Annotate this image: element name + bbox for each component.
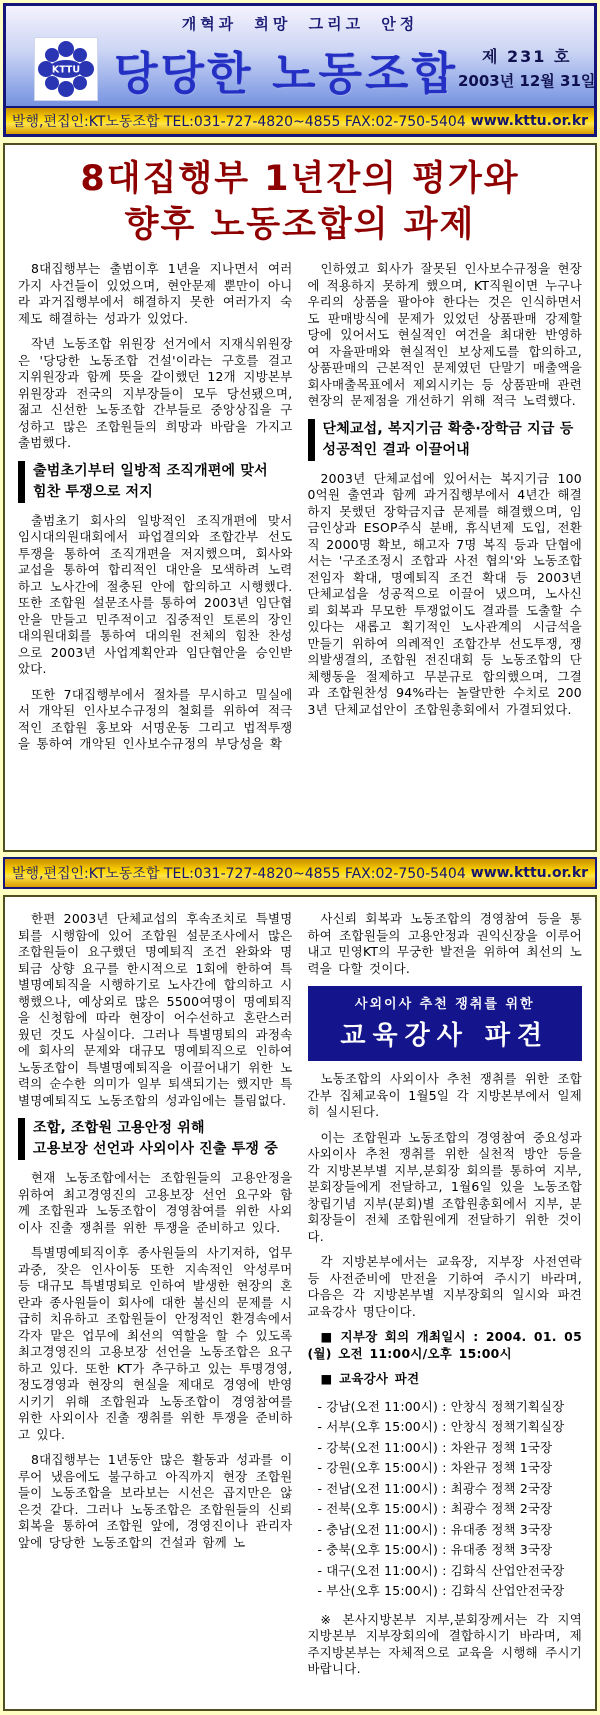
paragraph: 현재 노동조합에서는 조합원들의 고용안정을 위하여 최고경영진의 고용보장 선언 요구와 함께 조합원과 노동조합이 경영참여를 위한 사외이사 진출 쟁취를 위한 투쟁을 준비하고 있다. bbox=[18, 1170, 293, 1235]
kttu-logo bbox=[34, 37, 98, 101]
main-article bbox=[3, 143, 597, 852]
section-heading-bar bbox=[308, 419, 315, 461]
paragraph: 출범초기 회사의 일방적인 조직개편에 맞서 임시대의원대회에서 파업결의와 조합간부 선도투쟁을 통하여 조직개편을 저지했으며, 회사와 교섭을 통하여 합리적인 대안을 모색하려 노력하고 노사간에 절충된 안에 합의하고 시행했다. 또한 조합원 설문조사를 통하여 2003년 임단협안을 만들고 민주적이고 집중적인 토론의 장인 대의원대회를 통하여 대의원 전체의 힘찬 찬성으로 2003년 사업계획안과 임단협안을 승인받았다. bbox=[18, 512, 293, 676]
lecturer-item: - 강남(오전 11:00시) : 안창식 정책기획실장 bbox=[317, 1398, 565, 1414]
lecturer-item: - 서부(오후 15:00시) : 안창식 정책기획실장 bbox=[317, 1419, 565, 1434]
lecturer-item: - 충남(오전 11:00시) : 유대종 정책 3국장 bbox=[317, 1521, 553, 1537]
lecturer-list-heading: ■ 교육강사 파견 bbox=[320, 1371, 420, 1386]
lecturer-item: - 강북(오전 11:00시) : 차완규 정책 1국장 bbox=[317, 1439, 553, 1455]
section-heading-bar bbox=[18, 461, 25, 503]
section-heading-line: 힘찬 투쟁으로 저지 bbox=[33, 483, 153, 500]
section-heading-text bbox=[33, 461, 268, 503]
paragraph: 작년 노동조합 위원장 선거에서 지재식위원장은 '당당한 노동조합 건설'이라는 구호를 걸고 지위원장과 함께 뜻을 같이했던 12개 지방본부위원장과 전국의 지부장들이 모두 당선됐으며, 젊고 신선한 노동조합 간부들로 중앙상집을 구성하고 많은 조합원들의 희망과 바람을 가지고 출범했다. bbox=[18, 336, 293, 450]
education-banner-title: 교육강사 파견 bbox=[340, 1021, 550, 1051]
lecturer-item: - 충북(오후 15:00시) : 유대종 정책 3국장 bbox=[317, 1542, 553, 1557]
paragraph: 또한 7대집행부에서 절차를 무시하고 밀실에서 개악된 인사보수규정의 철회를 위하여 적극적인 조합원 홍보와 서명운동 그리고 법적투쟁을 통하여 개악된 인사보수규정의 부당성을 확 bbox=[18, 686, 293, 751]
section-heading-line: 조합, 조합원 고용안정 위해 bbox=[33, 1120, 205, 1136]
publisher-bar-middle bbox=[5, 859, 595, 887]
main-headline bbox=[18, 157, 582, 248]
kttu-logo-text: KTTU bbox=[51, 64, 81, 76]
section-heading-text bbox=[33, 1118, 278, 1160]
publisher-url: www.kttu.or.kr bbox=[470, 113, 589, 129]
kttu-flower-icon bbox=[37, 40, 95, 98]
masthead bbox=[3, 3, 597, 137]
section-heading-line: 고용보장 선언과 사외이사 진출 투쟁 중 bbox=[33, 1141, 278, 1157]
publisher-bar-middle-frame bbox=[3, 857, 597, 889]
bottom-article-right-column bbox=[308, 911, 583, 1687]
lecturer-list bbox=[308, 1397, 583, 1602]
section-heading-bar bbox=[18, 1118, 25, 1160]
issue-number: 제 231 호 bbox=[481, 46, 572, 66]
section-heading bbox=[18, 1118, 293, 1160]
bottom-article bbox=[3, 895, 597, 1711]
paragraph: 사신뢰 회복과 노동조합의 경영참여 등을 통하여 조합원들의 고용안정과 권익신장을 이루어내고 민영KT의 무궁한 발전을 위하여 최선의 노력을 다할 것이다. bbox=[307, 911, 582, 976]
lecturer-item: - 강원(오후 15:00시) : 차완규 정책 1국장 bbox=[317, 1460, 553, 1475]
main-article-right-column bbox=[308, 261, 583, 762]
newsletter-page bbox=[0, 3, 600, 1715]
bottom-article-left-column bbox=[18, 911, 293, 1687]
issue-date: 2003년 12월 31일 bbox=[457, 71, 596, 90]
paragraph: 8대집행부는 1년동안 많은 활동과 성과를 이루어 냈음에도 불구하고 아직까지 현장 조합원들이 노동조합을 보라보는 시선은 곱지만은 않은것 같다. 그러나 노동조합은 조합원들의 신뢰회복을 통하여 조합원 앞에, 경영진이나 관리자 앞에 당당한 노동조합의 건설과 함께 노 bbox=[18, 1452, 293, 1550]
section-heading-line: 성공적인 결과 이끌어내 bbox=[322, 441, 470, 458]
paragraph: 노동조합의 사외이사 추천 쟁취를 위한 조합간부 집체교육이 1월5일 각 지방본부에서 일제히 실시된다. bbox=[307, 1071, 582, 1119]
publisher-bar-top bbox=[6, 106, 594, 134]
lecturer-item: - 전북(오후 15:00시) : 최광수 정책 2국장 bbox=[317, 1501, 553, 1516]
meeting-schedule-line: ■ 지부장 회의 개최일시 : 2004. 01. 05(월) 오전 11:00시/오후 15:00시 bbox=[307, 1329, 582, 1361]
issue-info bbox=[458, 45, 599, 93]
masthead-slogan: 개혁과 희망 그리고 안정 bbox=[181, 15, 419, 33]
section-heading-text bbox=[323, 419, 574, 461]
masthead-title: 당당한 노동조합 bbox=[114, 46, 458, 100]
paragraph: 한편 2003년 단체교섭의 후속조치로 특별명퇴를 시행함에 있어 조합원 설문조사에서 많은 조합원들이 요구했던 명예퇴직 조건 완화와 명퇴금 상향 요구를 한시적으로 1회에 한하여 특별명예퇴직을 시행하기로 노사간에 합의하고 시행했으나, 예상외로 많은 5500여명이 명예퇴직을 신청함에 따라 현장이 어수선하고 혼란스러웠던 것도 사실이다. 그러나 특별명퇴의 과정속에 회사의 문제와 대규모 명예퇴직으로 인하여 노동조합이 특별명예퇴직을 이끌어내기 위한 노력의 순수한 의미가 일부 퇴색되기는 했지만 특별명예퇴직도 노동조합의 성과임에는 틀림없다. bbox=[18, 911, 293, 1108]
section-heading bbox=[18, 461, 293, 503]
paragraph: 특별명예퇴직이후 종사원들의 사기저하, 업무과중, 잦은 인사이동 또한 지속적인 악성루머 등 대규모 특별명퇴로 인하여 발생한 현장의 혼란과 종사원들이 회사에 대한 불신의 문제를 시급히 치유하고 조합원들이 안정적인 환경속에서 각자 맡은 업무에 최선의 역할을 할 수 있도록 최고경영진의 고용보장 선언을 노동조합은 요구하고 있다. 또한 KT가 추구하고 있는 투명경영, 정도경영과 현장의 현실을 제대로 경영에 반영시키기 위해 조합원과 노동조합이 경영참여를 위한 사외이사 진출 쟁취를 위한 투쟁을 준비하고 있다. bbox=[18, 1245, 293, 1442]
paragraph: 2003년 단체교섭에 있어서는 복지기금 1000억원 출연과 함께 과거집행부에서 4년간 해결하지 못했던 장학금지급 문제를 해결했으며, 임금인상과 ESOP주식 분배, 휴식년제 도입, 전환직 2000명 확보, 해고자 7명 복직 등과 단협에서는 '구조조정시 조합과 사전 협의'와 노동조합 전임자 확대, 명예퇴직 조건 확대 등 2003년 단체교섭을 성공적으로 이끌어 냈으며, 노사신뢰 회복과 무모한 투쟁없이도 결과를 도출할 수 있다는 새롭고 획기적인 노사관계의 시금석을 만들기 위하여 의례적인 조합간부 선도투쟁, 쟁의발생결의, 조합원 전진대회 등 노동조합의 단체행동을 절제하고 무분규로 합의했으며, 그결과 조합원찬성 94%라는 놀랄만한 수치로 2003년 단체교섭안이 조합원총회에서 가결되었다. bbox=[307, 470, 582, 717]
education-banner-subtitle: 사외이사 추천 쟁취를 위한 bbox=[354, 997, 535, 1012]
main-article-left-column bbox=[18, 261, 293, 762]
lecturer-item: - 대구(오전 11:00시) : 김화식 산업안전국장 bbox=[317, 1562, 565, 1578]
paragraph: 8대집행부는 출범이후 1년을 지나면서 여러 가지 사건들이 있었으며, 현안문제 뿐만이 아니라 과거집행부에서 해결하지 못한 여러가지 숙제도 해결하는 성과가 있었다. bbox=[18, 261, 293, 326]
paragraph: 각 지방본부에서는 교육장, 지부장 사전연락 등 사전준비에 만전을 기하여 주시기 바라며, 다음은 각 지방본부별 지부장회의 일시와 파견 교육강사 명단이다. bbox=[307, 1254, 582, 1319]
section-heading-line: 출범초기부터 일방적 조직개편에 맞서 bbox=[33, 462, 268, 479]
main-article-columns bbox=[18, 261, 582, 762]
publisher-url: www.kttu.or.kr bbox=[470, 865, 589, 881]
footnote: ※ 본사지방본부 지부,분회장께서는 각 지역 지방본부 지부장회의에 결합하시기 바라며, 제주지방본부는 자체적으로 교육을 시행해 주시기 바랍니다. bbox=[307, 1611, 582, 1676]
section-heading bbox=[308, 419, 583, 461]
paragraph: 인하였고 회사가 잘못된 인사보수규정을 현장에 적용하지 못하게 했으며, KT직원이면 누구나 우리의 상품을 팔아야 한다는 것은 인식하면서도 판매방식에 문제가 있었던 상품판매 강제할당에 있어서도 현실적인 여건을 최대한 반영하여 자율판매와 현실적인 보상제도를 합의하고, 상품판매의 근본적인 문제였던 단말기 매출액을 회사매출목표에서 제외시키는 등 상품판매 관련 현장의 문제점을 개선하기 위해 적극 노력했다. bbox=[307, 261, 582, 408]
masthead-row bbox=[6, 34, 594, 106]
paragraph: 이는 조합원과 노동조합의 경영참여 중요성과 사외이사 추천 쟁취를 위한 실천적 방안 등을 각 지방본부별 지부,분회장 회의를 통하여 지부,분회장들에게 전달하고, 1월6일 있을 노동조합 창립기념 지부(분회)별 조합원총회에서 지부, 분회장들이 전체 조합원에게 전달하기 위한 것이다. bbox=[307, 1129, 582, 1244]
publisher-line: 발행,편집인:KT노동조합 TEL:031-727-4820~4855 FAX:02-750-5404 bbox=[11, 866, 466, 882]
education-dispatch-banner bbox=[308, 986, 583, 1061]
section-heading-line: 단체교섭, 복지기금 확충·장학금 지급 등 bbox=[322, 420, 574, 437]
lecturer-item: - 부산(오후 15:00시) : 김화식 산업안전국장 bbox=[317, 1583, 565, 1598]
headline-line2: 향후 노동조합의 과제 bbox=[124, 204, 476, 245]
headline-line1: 8대집행부 1년간의 평가와 bbox=[80, 159, 520, 199]
publisher-line: 발행,편집인:KT노동조합 TEL:031-727-4820~4855 FAX:02-750-5404 bbox=[11, 114, 466, 130]
bottom-article-columns bbox=[18, 911, 582, 1687]
lecturer-item: - 전남(오전 11:00시) : 최광수 정책 2국장 bbox=[317, 1480, 553, 1496]
